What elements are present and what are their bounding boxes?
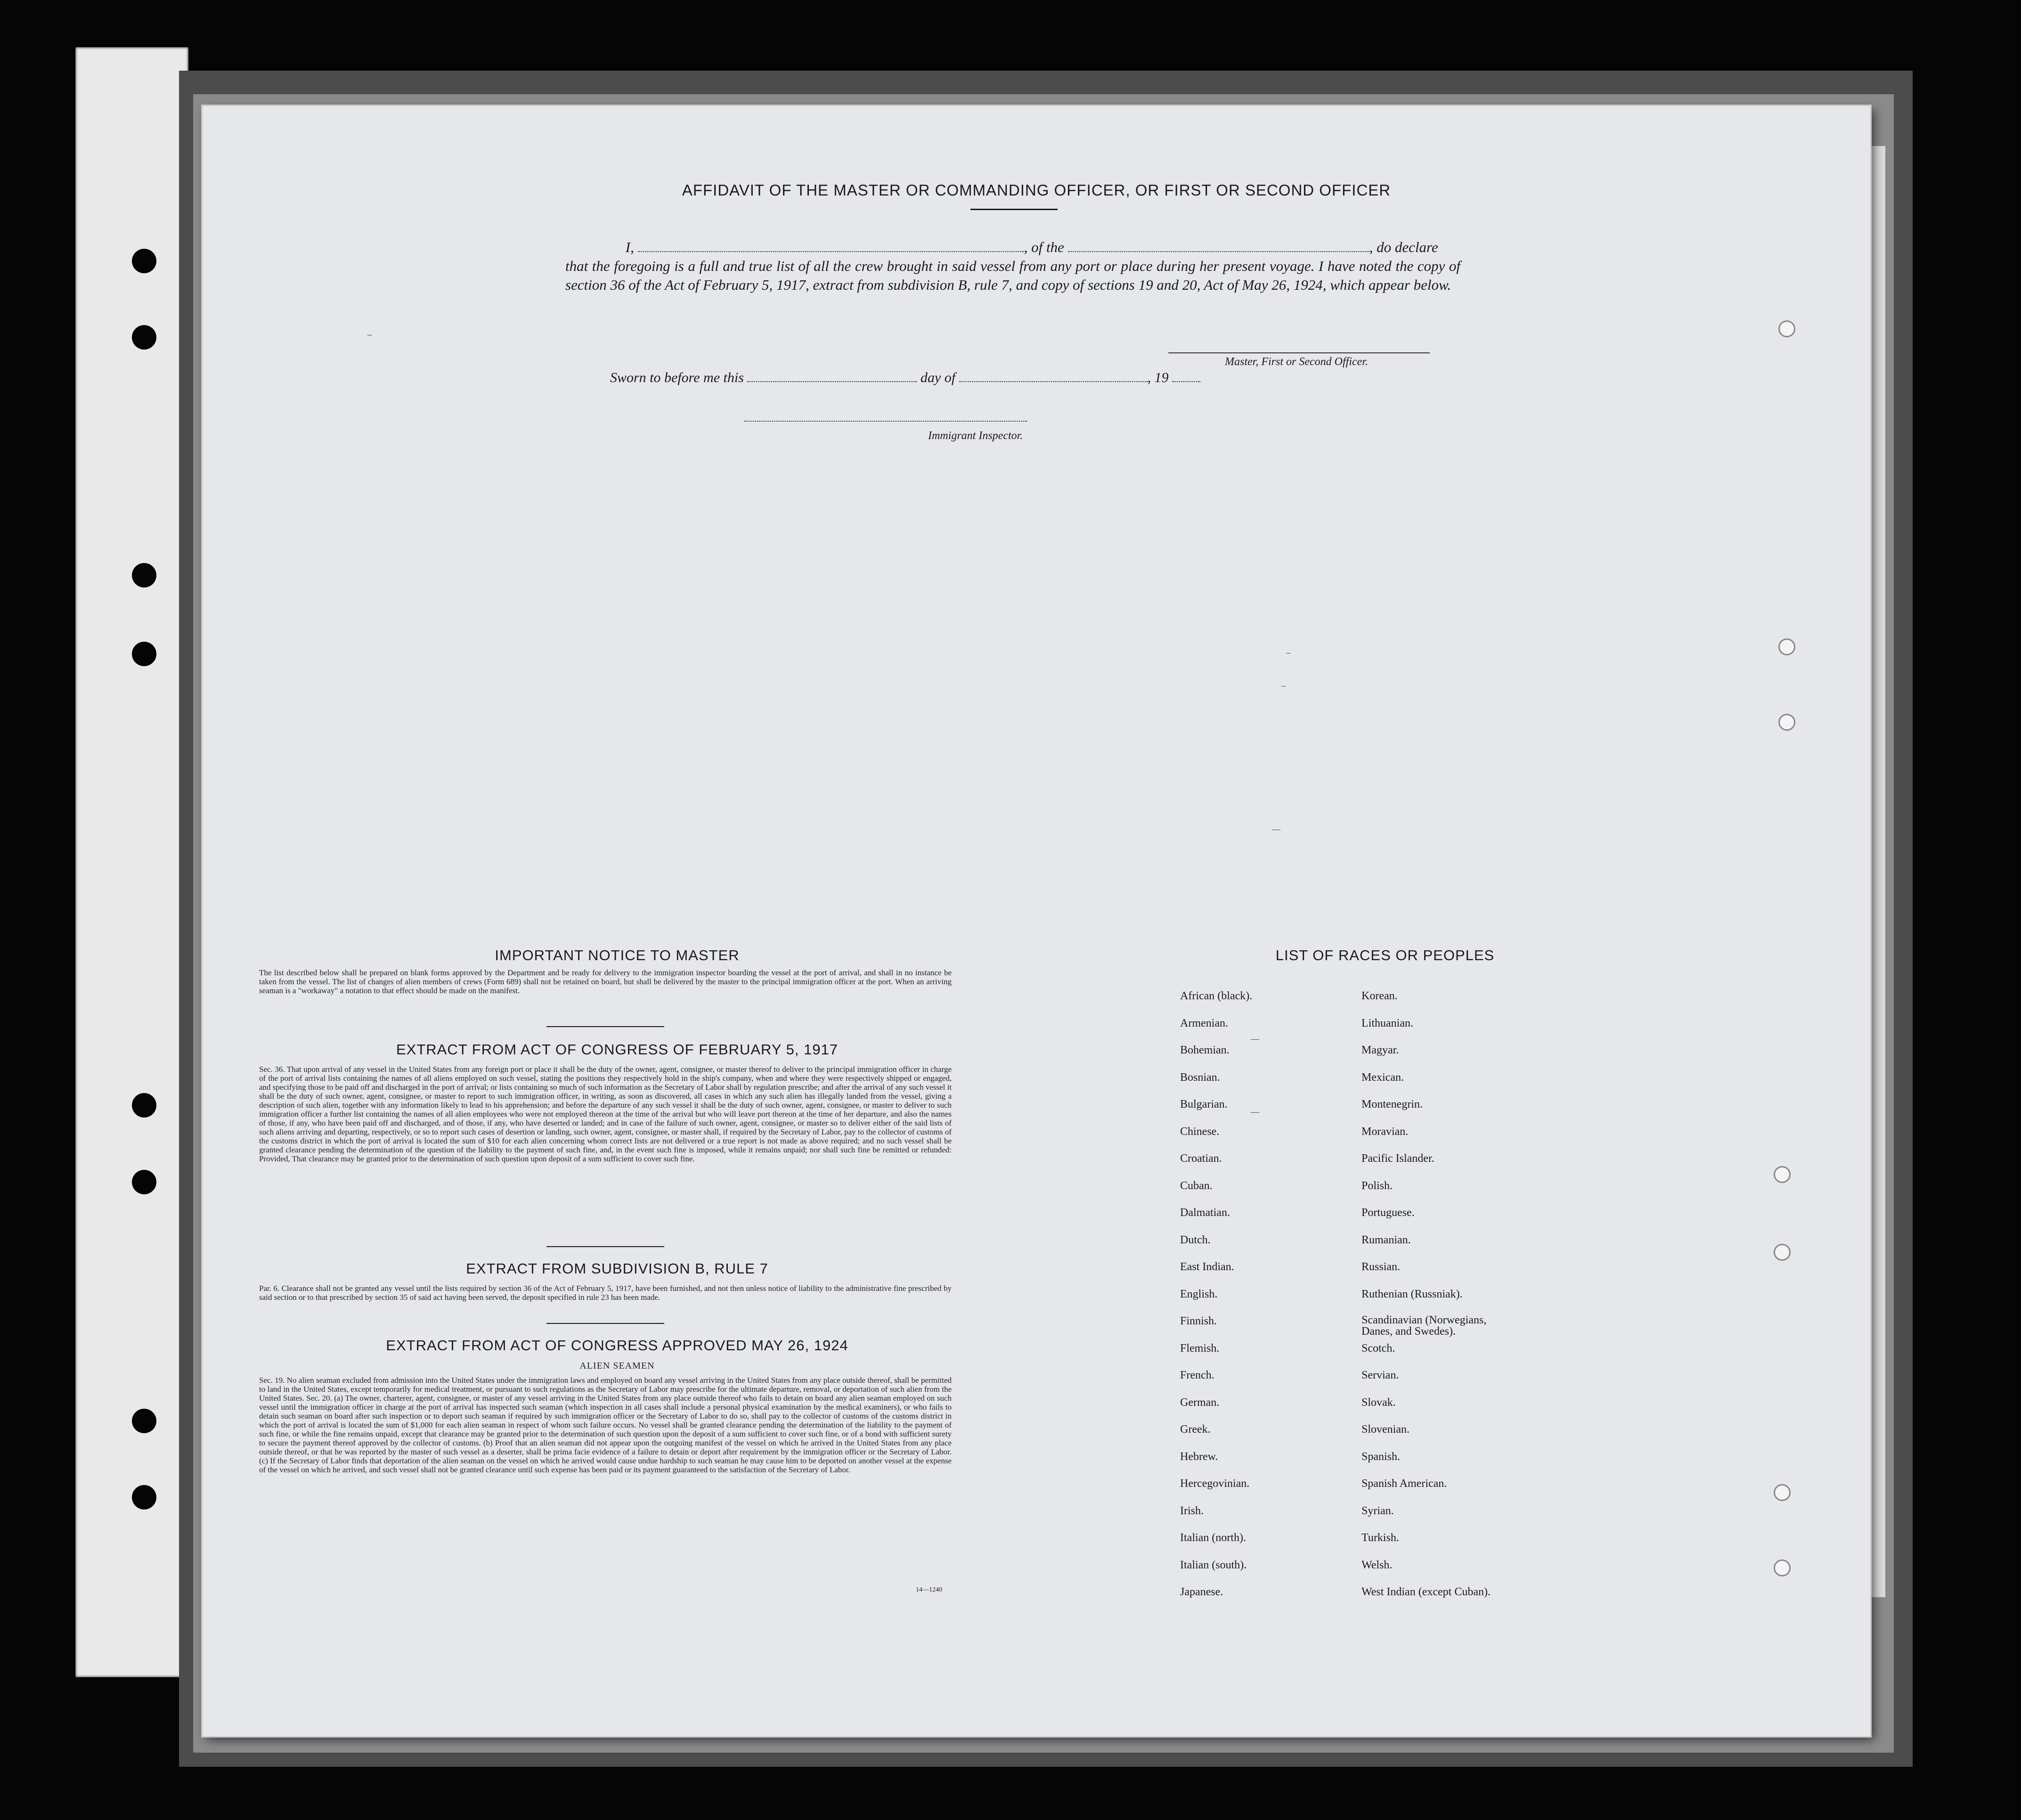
page-tab-marker xyxy=(1774,1166,1791,1183)
race-item: Armenian. xyxy=(1180,1017,1228,1029)
extract-1924-heading: EXTRACT FROM ACT OF CONGRESS APPROVED MAY 26, 1924 xyxy=(386,1337,848,1354)
scan-mark: — xyxy=(1251,1034,1259,1044)
race-item: Moravian. xyxy=(1361,1125,1409,1138)
manifest-page xyxy=(203,106,1870,1736)
affidavit-body xyxy=(565,238,1460,294)
inspector-signature-line[interactable] xyxy=(744,421,1027,422)
race-item: Spanish. xyxy=(1361,1450,1401,1463)
scan-mark: — xyxy=(1251,1107,1259,1117)
race-item: Slovak. xyxy=(1361,1396,1396,1409)
race-item: German. xyxy=(1180,1396,1220,1409)
race-item: Korean. xyxy=(1361,990,1398,1002)
race-item: Italian (north). xyxy=(1180,1532,1246,1544)
race-item: Slovenian. xyxy=(1361,1423,1410,1436)
races-heading: LIST OF RACES OR PEOPLES xyxy=(1275,947,1495,963)
page-tab-marker xyxy=(1774,1484,1791,1501)
race-item: Magyar. xyxy=(1361,1044,1399,1056)
sworn-line xyxy=(610,370,1200,386)
scan-mark: – xyxy=(1286,648,1290,657)
page-tab-marker xyxy=(1778,320,1795,337)
page-tab-marker xyxy=(1778,714,1795,731)
punch-hole xyxy=(132,1093,156,1118)
race-item: Mexican. xyxy=(1361,1071,1404,1084)
race-item: Russian. xyxy=(1361,1261,1401,1273)
race-item: Bulgarian. xyxy=(1180,1098,1228,1110)
race-item: English. xyxy=(1180,1288,1218,1300)
race-item: Cuban. xyxy=(1180,1179,1213,1192)
binder-strip xyxy=(75,47,188,1677)
race-item: Dalmatian. xyxy=(1180,1207,1230,1219)
affidavit-heading: AFFIDAVIT OF THE MASTER OR COMMANDING OFFICER, OR FIRST OR SECOND OFFICER xyxy=(682,181,1391,199)
vessel-name-field[interactable] xyxy=(1068,240,1369,252)
declarant-name-field[interactable] xyxy=(638,240,1024,252)
inspector-caption: Immigrant Inspector. xyxy=(928,430,1023,442)
race-item: Flemish. xyxy=(1180,1342,1220,1355)
sworn-year-field[interactable] xyxy=(1172,370,1200,382)
punch-hole xyxy=(132,563,156,588)
extract-1924-text: Sec. 19. No alien seaman excluded from admission into the United States under the immigration laws and employed on board any vessel arriving in the United States from any place outside thereof, shall be permitted to land in the United States, except temporarily for medical treatment, or pursuant to such regulations as the Secretary of Labor may prescribe for the ultimate departure, removal, or deportation of such alien from the United States. Sec. 20. (a) The owner, charterer, agent, consignee, or master of any vessel arriving in the United States from any place outside thereof who fails to detain on board any alien seaman employed on such vessel until the immigration officer in charge at the port of arrival has inspected such seaman (which inspection in all cases shall include a personal physical examination by the medical examiners), or who fails to detain such seaman on board after such inspection or to deport such seaman if required by such immigration officer or the Secretary of Labor to do so, shall pay to the collector of customs of the customs district in which the port of arrival is located the sum of $1,000 for each alien seaman in respect of whom such failure occurs. No vessel shall be granted clearance pending the determination of the liability to the payment of such fine, or while the fine remains unpaid, except that clearance may be granted prior to the determination of such question upon the deposit of a sum sufficient to cover such fine, or of a bond with sufficient surety to secure the payment thereof approved by the collector of customs. (b) Proof that an alien seaman did not appear upon the outgoing manifest of the vessel on which he arrived in the United States from any place outside thereof, or that he was reported by the master of such vessel as a deserter, shall be prima facie evidence of a failure to detain or deport after requirement by the immigration officer or the Secretary of Labor. (c) If the Secretary of Labor finds that deportation of the alien seaman on the vessel on which he arrived would cause undue hardship to such seaman he may cause him to be deported on another vessel at the expense of the vessel on which he arrived, and such vessel shall not be granted clearance until such expense has been paid or its payment guaranteed to the satisfaction of the Secretary of Labor. xyxy=(259,1376,952,1474)
form-number: 14—1240 xyxy=(916,1586,942,1593)
vessel-label: , of the xyxy=(1024,239,1064,255)
extract-1917-text: Sec. 36. That upon arrival of any vessel in the United States from any foreign port or place it shall be the duty of the owner, agent, consignee, or master thereof to deliver to the principal immigration officer in charge of the port of arrival lists containing the names of all aliens employed on such vessel, stating the positions they respectively hold in the ship's company, when and where they were respectively shipped or engaged, and specifying those to be paid off and discharged in the port of arrival; or lists containing so much of such information as the Secretary of Labor shall by regulation prescribe; and after the arrival of any such vessel it shall be the duty of such owner, agent, consignee, or master to report to such immigration officer, in writing, as soon as discovered, all cases in which any such alien has illegally landed from the vessel, giving a description of such alien, together with any information likely to lead to his apprehension; and before the departure of any such vessel it shall be the duty of such owner, agent, consignee, or master to deliver to such immigration officer a further list containing the names of all alien employees who were not employed thereon at the time of the arrival but who will leave port thereon at the time of her departure, and also the names of those, if any, who have been paid off and discharged, and of those, if any, who have deserted or landed; and in case of the failure of such owner, agent, consignee, or master so to deliver either of the said lists of such aliens arriving and departing, respectively, or so to report such cases of desertion or landing, such owner, agent, consignee, or master shall, if required by the Secretary of Labor, pay to the collector of customs of the customs district in which the port of arrival is located the sum of $10 for each alien concerning whom correct lists are not delivered or a true report is not made as above required; and no such vessel shall be granted clearance pending the determination of the question of the liability to the payment of such fine, and, in the event such fine is imposed, while it remains unpaid; nor shall such fine be remitted or refunded: Provided, That clearance may be granted prior to the determination of such question upon deposit of a sum sufficient to cover such fine. xyxy=(259,1065,952,1163)
race-item: Finnish. xyxy=(1180,1315,1217,1327)
race-item: Hercegovinian. xyxy=(1180,1477,1250,1490)
notice-heading: IMPORTANT NOTICE TO MASTER xyxy=(495,947,740,963)
declare-label: , do declare xyxy=(1369,239,1438,255)
race-item: Portuguese. xyxy=(1361,1207,1415,1219)
declarant-label: I, xyxy=(625,239,634,255)
races-column-2 xyxy=(1361,989,1517,1613)
race-item: Spanish American. xyxy=(1361,1477,1447,1490)
race-item: Hebrew. xyxy=(1180,1450,1218,1463)
year-label: , 19 xyxy=(1147,370,1169,385)
race-item: East Indian. xyxy=(1180,1261,1234,1273)
race-item: Rumanian. xyxy=(1361,1233,1411,1246)
race-item: West Indian (except Cuban). xyxy=(1361,1586,1491,1598)
race-item: Bosnian. xyxy=(1180,1071,1220,1084)
alien-seamen-subheading: ALIEN SEAMEN xyxy=(579,1361,655,1371)
race-item: Chinese. xyxy=(1180,1125,1220,1138)
race-item: Croatian. xyxy=(1180,1152,1222,1165)
race-item: African (black). xyxy=(1180,990,1253,1002)
race-item: Dutch. xyxy=(1180,1233,1211,1246)
race-item: Lithuanian. xyxy=(1361,1017,1413,1029)
master-signature-line[interactable] xyxy=(1168,352,1430,353)
punch-hole xyxy=(132,325,156,350)
race-item: Turkish. xyxy=(1361,1532,1399,1544)
race-item: Servian. xyxy=(1361,1369,1399,1381)
race-item: Ruthenian (Russniak). xyxy=(1361,1288,1463,1300)
sworn-label: Sworn to before me this xyxy=(610,370,744,385)
extract-1917-heading: EXTRACT FROM ACT OF CONGRESS OF FEBRUARY 5, 1917 xyxy=(396,1041,839,1058)
race-item: Welsh. xyxy=(1361,1559,1393,1571)
race-item: Greek. xyxy=(1180,1423,1211,1436)
notice-text: The list described below shall be prepared on blank forms approved by the Department and be ready for delivery to the immigration inspector boarding the vessel at the port of arrival, and shall in no instance be taken from the vessel. The list of changes of alien members of crews (Form 689) shall not be retained on board, but shall be delivered by the master to the principal immigration officer at the port. When an arriving seaman is a "workaway" a notation to that effect should be made on the manifest. xyxy=(259,968,952,995)
punch-hole xyxy=(132,1409,156,1433)
race-item: Scotch. xyxy=(1361,1342,1395,1355)
race-item: Italian (south). xyxy=(1180,1559,1247,1571)
section-rule xyxy=(546,1246,664,1247)
punch-hole xyxy=(132,1485,156,1510)
race-item: Japanese. xyxy=(1180,1586,1223,1598)
sworn-day-field[interactable] xyxy=(747,370,917,382)
section-rule xyxy=(546,1323,664,1324)
race-item: Syrian. xyxy=(1361,1504,1394,1517)
race-item: French. xyxy=(1180,1369,1214,1381)
race-item: Scandinavian (Norwegians, Danes, and Swedes). xyxy=(1361,1314,1487,1338)
scan-mark: – xyxy=(367,330,372,339)
section-rule xyxy=(546,1026,664,1027)
race-item: Bohemian. xyxy=(1180,1044,1230,1056)
punch-hole xyxy=(132,1170,156,1194)
page-tab-marker xyxy=(1778,638,1795,655)
race-item: Montenegrin. xyxy=(1361,1098,1423,1110)
races-column-1 xyxy=(1180,989,1252,1613)
race-item: Pacific Islander. xyxy=(1361,1152,1434,1165)
race-item: Irish. xyxy=(1180,1504,1204,1517)
punch-hole xyxy=(132,642,156,666)
scan-mark: – xyxy=(1281,681,1286,690)
punch-hole xyxy=(132,249,156,273)
rule7-heading: EXTRACT FROM SUBDIVISION B, RULE 7 xyxy=(466,1260,768,1277)
sworn-month-field[interactable] xyxy=(959,370,1148,382)
heading-rule xyxy=(970,209,1058,210)
day-of-label: day of xyxy=(920,370,956,385)
race-item: Polish. xyxy=(1361,1179,1393,1192)
scan-mark: — xyxy=(1272,824,1280,834)
affidavit-text: that the foregoing is a full and true list of all the crew brought in said vessel from any port or place during her present voyage. I have noted the copy of section 36 of the Act of February 5, 1917, extract from subdivision B, rule 7, and copy of sections 19 and 20, Act of May 26, 1924, which appear below. xyxy=(565,258,1460,293)
rule7-text: Par. 6. Clearance shall not be granted any vessel until the lists required by section 36 of the Act of February 5, 1917, have been furnished, and not then unless notice of liability to the administrative fine prescribed by said section or to that prescribed by section 35 of said act having been served, the deposit specified in rule 23 has been made. xyxy=(259,1284,952,1302)
page-tab-marker xyxy=(1774,1559,1791,1576)
master-caption: Master, First or Second Officer. xyxy=(1225,356,1368,368)
page-tab-marker xyxy=(1774,1244,1791,1261)
